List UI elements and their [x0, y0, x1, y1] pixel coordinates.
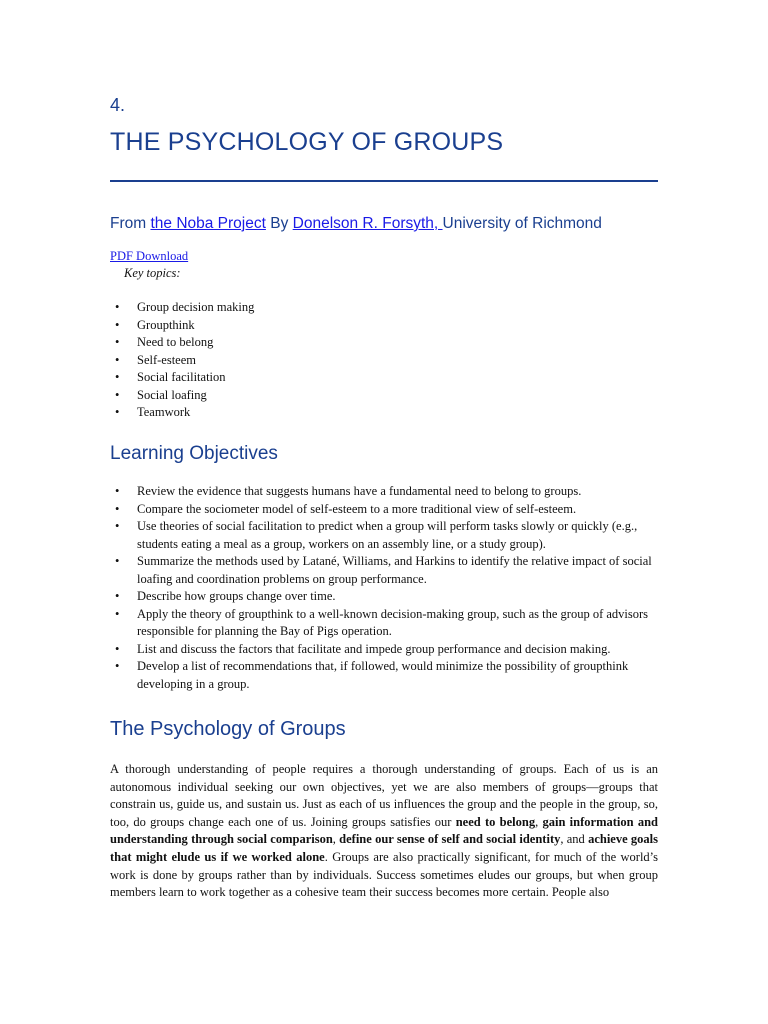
- attribution-from: From: [110, 215, 151, 232]
- list-item: [110, 606, 658, 641]
- paragraph-text: . Groups are also practically significant, for much of the world’s work is done by groups rather than by individuals. Success sometimes eludes our groups, but when group members learn to work together as a cohesive team their success becomes more certain. People also: [110, 849, 658, 900]
- list-item: [110, 501, 658, 519]
- bullet-icon: •: [115, 317, 120, 332]
- list-item: [110, 334, 254, 352]
- emphasis-social-comparison: gain information and understanding through social comparison: [110, 814, 658, 847]
- list-item: [110, 317, 254, 335]
- learning-objectives-heading: Learning Objectives: [110, 443, 278, 464]
- objective-text: Review the evidence that suggests humans have a fundamental need to belong to groups.: [137, 484, 582, 498]
- emphasis-achieve-goals: achieve goals that might elude us if we worked alone: [110, 832, 658, 864]
- list-item: [110, 641, 658, 659]
- paragraph-separator: ,: [332, 832, 340, 847]
- noba-project-link[interactable]: the Noba Project: [150, 215, 266, 232]
- objective-text: Describe how groups change over time.: [137, 589, 336, 603]
- bullet-icon: •: [115, 606, 120, 621]
- topic-text: Groupthink: [137, 317, 195, 332]
- chapter-number: 4.: [110, 95, 126, 115]
- key-topics-label: Key topics:: [124, 266, 181, 280]
- bullet-icon: •: [115, 554, 120, 568]
- attribution-by: By: [265, 215, 293, 232]
- paragraph-text: A thorough understanding of people requires a thorough understanding of groups. Each of us is an autonomous individual seeking our own objectives, yet we are also members of groups—groups that constrain us, guide us, and sustain us. Just as each of us influences the group and the people in the group, so, too, do groups change each one of us. Joining groups satisfies our: [110, 762, 658, 829]
- objective-text: Summarize the methods used by Latané, Williams, and Harkins to identify the relative impact of social loafing and coordination problems on group performance.: [137, 554, 652, 586]
- topic-text: Social facilitation: [137, 370, 226, 384]
- list-item: [110, 352, 254, 370]
- list-item: [110, 387, 254, 405]
- bullet-icon: •: [115, 335, 120, 349]
- pdf-download-link[interactable]: PDF Download: [110, 249, 189, 263]
- bullet-icon: •: [115, 370, 120, 384]
- list-item: [110, 553, 658, 588]
- list-item: [110, 483, 658, 501]
- topic-text: Need to belong: [137, 335, 214, 349]
- list-item: [110, 658, 658, 693]
- bullet-icon: •: [115, 484, 120, 498]
- bullet-icon: •: [115, 641, 120, 656]
- bullet-icon: •: [115, 519, 120, 533]
- bullet-icon: •: [115, 405, 120, 419]
- list-item: [110, 299, 254, 317]
- bullet-icon: •: [115, 501, 120, 516]
- topic-text: Social loafing: [137, 387, 207, 402]
- objective-text: Compare the sociometer model of self-esteem to a more traditional view of self-esteem.: [137, 501, 577, 516]
- attribution-line: [110, 215, 602, 233]
- bullet-icon: •: [115, 387, 120, 402]
- learning-objectives-list: [110, 483, 658, 693]
- author-affiliation: University of Richmond: [442, 215, 602, 232]
- chapter-title: THE PSYCHOLOGY OF GROUPS: [110, 128, 504, 156]
- topic-text: Group decision making: [137, 300, 255, 314]
- list-item: [110, 404, 254, 422]
- emphasis-need-to-belong: need to belong: [455, 814, 536, 829]
- topic-text: Teamwork: [137, 405, 191, 419]
- objective-text: Apply the theory of groupthink to a well-known decision-making group, such as the group of advisors responsible for planning the Bay of Pigs operation.: [137, 606, 649, 638]
- list-item: [110, 588, 658, 606]
- psychology-of-groups-heading: The Psychology of Groups: [110, 718, 346, 740]
- objective-text: Develop a list of recommendations that, if followed, would minimize the possibility of groupthink developing in a group.: [137, 659, 629, 691]
- bullet-icon: •: [115, 300, 120, 314]
- emphasis-social-identity: define our sense of self and social identity: [339, 832, 561, 847]
- topic-text: Self-esteem: [137, 352, 197, 367]
- paragraph-separator: , and: [560, 832, 589, 847]
- bullet-icon: •: [115, 659, 120, 673]
- key-topics-list: [110, 299, 254, 422]
- author-link[interactable]: Donelson R. Forsyth,: [292, 215, 443, 232]
- list-item: [110, 369, 254, 387]
- paragraph-separator: ,: [535, 814, 543, 829]
- bullet-icon: •: [115, 352, 120, 367]
- title-divider: [110, 180, 658, 182]
- objective-text: Use theories of social facilitation to predict when a group will perform tasks slowly or quickly (e.g., students eating a meal as a group, workers on an assembly line, or a study group).: [137, 519, 638, 551]
- bullet-icon: •: [115, 589, 120, 603]
- list-item: [110, 518, 658, 553]
- body-paragraph: [110, 761, 658, 902]
- objective-text: List and discuss the factors that facilitate and impede group performance and decision making.: [137, 641, 611, 656]
